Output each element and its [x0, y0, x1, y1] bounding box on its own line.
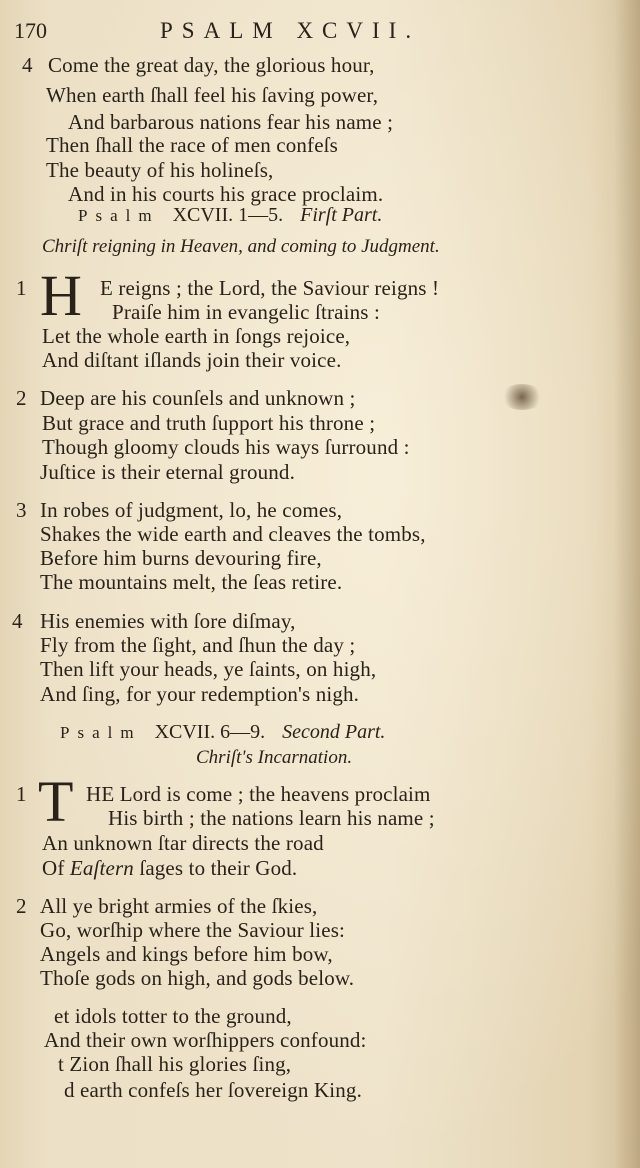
- verse-line: His birth ; the nations learn his name ;: [108, 806, 435, 830]
- verse-line: et idols totter to the ground,: [54, 1004, 292, 1028]
- verse-line: Let the whole earth in ſongs rejoice,: [42, 324, 351, 348]
- verse-line: And diſtant iſlands join their voice.: [42, 348, 342, 372]
- stanza-number: 3: [16, 498, 27, 522]
- verse-line: Praiſe him in evangelic ſtrains :: [112, 300, 380, 324]
- stanza-number: 2: [16, 386, 27, 410]
- verse-line: And barbarous nations fear his name ;: [68, 110, 394, 134]
- verse-line: Before him burns devouring fire,: [40, 546, 322, 570]
- verse-line: d earth confeſs her ſovereign King.: [64, 1078, 362, 1102]
- running-title: PSALM XCVII.: [160, 18, 421, 43]
- verse-line: E reigns ; the Lord, the Saviour reigns !: [100, 276, 440, 300]
- verse-line: The mountains melt, the ſeas retire.: [40, 570, 343, 594]
- verse-line: Juſtice is their eternal ground.: [40, 460, 295, 484]
- verse-line: The beauty of his holineſs,: [46, 158, 274, 182]
- psalm-word: Psalm: [60, 723, 142, 742]
- psalm-heading: [78, 203, 382, 228]
- verse-word-italic: Eaſtern: [69, 856, 134, 880]
- verse-line: t Zion ſhall his glories ſing,: [58, 1052, 292, 1076]
- verse-line: [42, 856, 297, 880]
- verse-line: In robes of judgment, lo, he comes,: [40, 498, 343, 522]
- psalm-reference: XCVII. 1—5.: [172, 204, 284, 226]
- psalm-reference: XCVII. 6—9.: [154, 721, 266, 743]
- verse-line: Then ſhall the race of men confeſs: [46, 133, 338, 157]
- verse-line: Deep are his counſels and unknown ;: [40, 386, 356, 410]
- psalm-word: Psalm: [78, 206, 160, 225]
- verse-line: When earth ſhall feel his ſaving power,: [46, 83, 379, 107]
- drop-cap: H: [40, 263, 82, 328]
- verse-line: HE Lord is come ; the heavens proclaim: [86, 782, 431, 806]
- verse-word: Of: [42, 856, 65, 880]
- verse-line: Though gloomy clouds his ways ſurround :: [42, 435, 410, 459]
- stanza-number: 1: [16, 276, 27, 300]
- verse-line: Shakes the wide earth and cleaves the tombs,: [40, 522, 426, 546]
- verse-line: Angels and kings before him bow,: [40, 942, 333, 966]
- verse-line: Go, worſhip where the Saviour lies:: [40, 918, 346, 942]
- page-gutter-shadow: [614, 0, 640, 1168]
- verse-line: His enemies with ſore diſmay,: [40, 609, 296, 633]
- verse-word: ſages to their God.: [139, 856, 298, 880]
- verse-line: All ye bright armies of the ſkies,: [40, 894, 318, 918]
- stanza-number: 1: [16, 782, 27, 806]
- drop-cap: T: [38, 769, 74, 834]
- stanza-number: 4: [12, 609, 23, 633]
- verse-line: And ſing, for your redemption's nigh.: [40, 682, 360, 706]
- part-label: Second Part.: [282, 721, 386, 743]
- stanza-number: 4: [22, 53, 33, 77]
- verse-line: Then lift your heads, ye ſaints, on high,: [40, 657, 377, 681]
- ink-stain: [500, 384, 544, 410]
- verse-line: And their own worſhippers confound:: [44, 1028, 367, 1052]
- psalm-subtitle: Chriſt's Incarnation.: [196, 747, 353, 768]
- verse-line: Thoſe gods on high, and gods below.: [40, 966, 355, 990]
- part-label: Firſt Part.: [300, 204, 383, 226]
- page-number: 170: [14, 18, 47, 43]
- psalm-heading: [60, 720, 385, 745]
- verse-line: Fly from the ſight, and ſhun the day ;: [40, 633, 356, 657]
- psalm-subtitle: Chriſt reigning in Heaven, and coming to Judgment.: [42, 236, 440, 257]
- verse-line: But grace and truth ſupport his throne ;: [42, 411, 376, 435]
- verse-line: An unknown ſtar directs the road: [42, 831, 324, 855]
- verse-line: Come the great day, the glorious hour,: [48, 53, 375, 77]
- stanza-number: 2: [16, 894, 27, 918]
- verse-line: And in his courts his grace proclaim.: [68, 182, 384, 206]
